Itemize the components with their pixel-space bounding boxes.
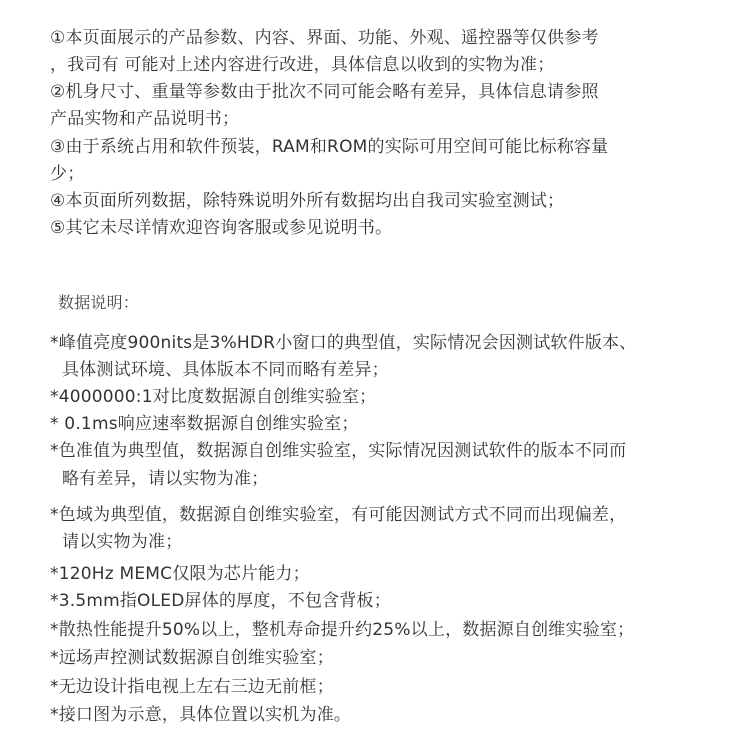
notice-5: ⑤其它未尽详情欢迎咨询客服或参见说明书。 bbox=[50, 218, 393, 238]
data-note-11: *接口图为示意，具体位置以实机为准。 bbox=[50, 705, 352, 725]
data-note-3: * 0.1ms响应速率数据源自创维实验室； bbox=[50, 414, 359, 434]
notice-4: ④本页面所列数据，除特殊说明外所有数据均出自我司实验室测试； bbox=[50, 191, 565, 211]
data-note-8: *散热性能提升50%以上，整机寿命提升约25%以上，数据源自创维实验室； bbox=[50, 620, 635, 640]
data-note-5-line-2: 请以实物为准； bbox=[62, 532, 183, 552]
notice-3-line-2: 少； bbox=[50, 164, 85, 184]
notice-2-line-2: 产品实物和产品说明书； bbox=[50, 109, 240, 129]
data-note-1-line-2: 具体测试环境、具体版本不同而略有差异； bbox=[62, 360, 389, 380]
notice-1-line-1: ①本页面展示的产品参数、内容、界面、功能、外观、遥控器等仅供参考 bbox=[50, 28, 599, 48]
data-notes-heading: 数据说明： bbox=[58, 293, 140, 312]
data-note-10: *无边设计指电视上左右三边无前框； bbox=[50, 677, 334, 697]
notice-2-line-1: ②机身尺寸、重量等参数由于批次不同可能会略有差异，具体信息请参照 bbox=[50, 82, 599, 102]
data-note-9: *远场声控测试数据源自创维实验室； bbox=[50, 648, 334, 668]
data-note-7: *3.5mm指OLED屏体的厚度，不包含背板； bbox=[50, 591, 391, 611]
notice-1-line-2: ，我司有 可能对上述内容进行改进，具体信息以收到的实物为准； bbox=[50, 55, 555, 75]
data-note-5-line-1: *色域为典型值，数据源自创维实验室，有可能因测试方式不同而出现偏差， bbox=[50, 505, 627, 525]
data-note-4-line-2: 略有差异，请以实物为准； bbox=[62, 469, 269, 489]
data-note-4-line-1: *色准值为典型值，数据源自创维实验室，实际情况因测试软件的版本不同而 bbox=[50, 441, 627, 461]
data-note-2: *4000000:1对比度数据源自创维实验室； bbox=[50, 387, 377, 407]
data-note-6: *120Hz MEMC仅限为芯片能力； bbox=[50, 564, 310, 584]
notice-3-line-1: ③由于系统占用和软件预装，RAM和ROM的实际可用空间可能比标称容量 bbox=[50, 137, 609, 157]
data-note-1-line-1: *峰值亮度900nits是3%HDR小窗口的典型值，实际情况会因测试软件版本、 bbox=[50, 333, 637, 353]
